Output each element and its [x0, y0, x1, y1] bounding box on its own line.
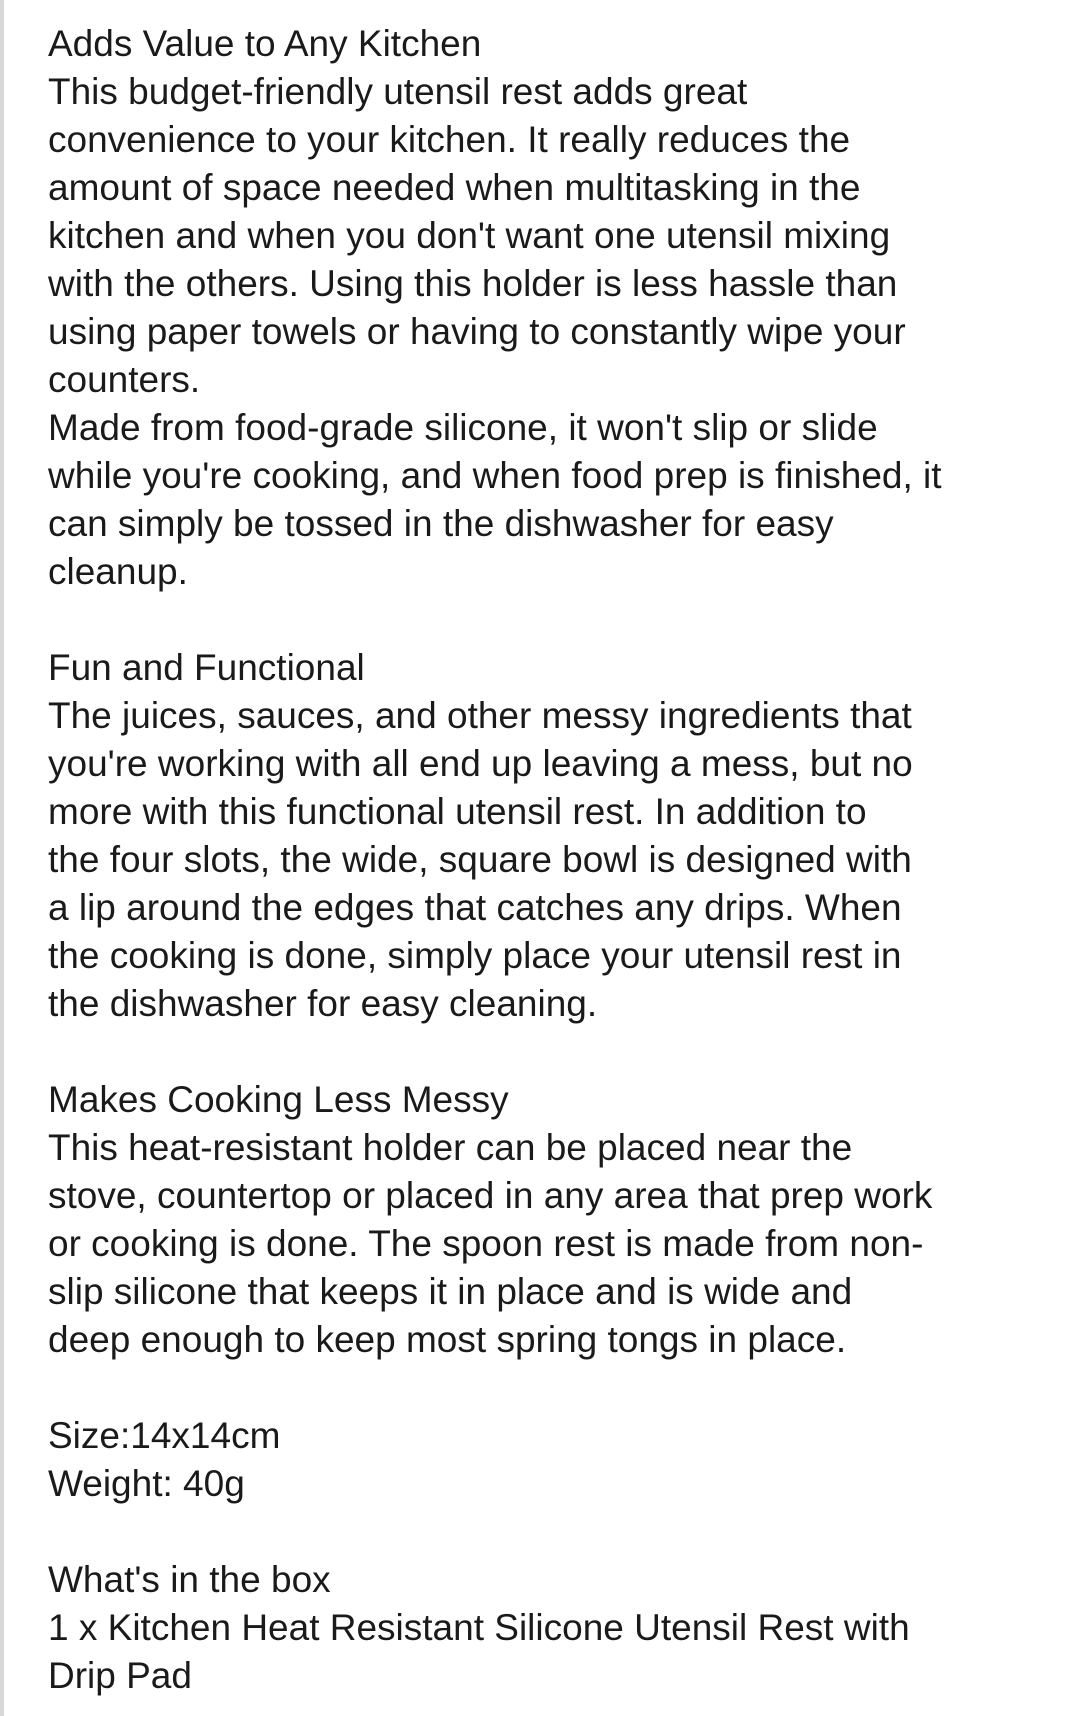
paragraph-line: can simply be tossed in the dishwasher for easy: [48, 503, 834, 544]
specs: [48, 1412, 1058, 1508]
blank-line: [48, 1508, 1058, 1556]
size-spec: Size:14x14cm: [48, 1415, 281, 1456]
paragraph-line: with the others. Using this holder is less hassle than: [48, 263, 898, 304]
paragraph-line: The juices, sauces, and other messy ingredients that: [48, 695, 912, 736]
section-heading: What's in the box: [48, 1559, 331, 1600]
paragraph-line: stove, countertop or placed in any area that prep work: [48, 1175, 933, 1216]
weight-spec: Weight: 40g: [48, 1463, 245, 1504]
paragraph-line: deep enough to keep most spring tongs in place.: [48, 1319, 847, 1360]
blank-line: [48, 596, 1058, 644]
paragraph-line: cleanup.: [48, 551, 188, 592]
paragraph-line: or cooking is done. The spoon rest is made from non-: [48, 1223, 924, 1264]
section-heading: Adds Value to Any Kitchen: [48, 23, 482, 64]
paragraph-line: counters.: [48, 359, 201, 400]
section-heading: Makes Cooking Less Messy: [48, 1079, 509, 1120]
paragraph-line: This budget-friendly utensil rest adds great: [48, 71, 748, 112]
paragraph-line: using paper towels or having to constantly wipe your: [48, 311, 906, 352]
paragraph-line: Made from food-grade silicone, it won't slip or slide: [48, 407, 878, 448]
left-divider: [0, 0, 4, 1716]
paragraph-line: while you're cooking, and when food prep is finished, it: [48, 455, 942, 496]
paragraph-line: the cooking is done, simply place your utensil rest in: [48, 935, 902, 976]
paragraph-line: a lip around the edges that catches any drips. When: [48, 887, 902, 928]
paragraph-line: convenience to your kitchen. It really reduces the: [48, 119, 851, 160]
box-contents: [48, 1556, 1058, 1700]
paragraph-line: you're working with all end up leaving a mess, but no: [48, 743, 913, 784]
section-less-messy: [48, 1076, 1058, 1364]
paragraph-line: amount of space needed when multitasking in the: [48, 167, 861, 208]
paragraph-line: slip silicone that keeps it in place and is wide and: [48, 1271, 853, 1312]
paragraph-line: the dishwasher for easy cleaning.: [48, 983, 598, 1024]
blank-line: [48, 1028, 1058, 1076]
box-item-line: Drip Pad: [48, 1655, 192, 1696]
box-item-line: 1 x Kitchen Heat Resistant Silicone Utensil Rest with: [48, 1607, 910, 1648]
section-adds-value: [48, 20, 1058, 596]
paragraph-line: the four slots, the wide, square bowl is designed with: [48, 839, 912, 880]
paragraph-line: This heat-resistant holder can be placed near the: [48, 1127, 853, 1168]
paragraph-line: more with this functional utensil rest. In addition to: [48, 791, 867, 832]
product-description: [48, 20, 1058, 1700]
paragraph-line: kitchen and when you don't want one utensil mixing: [48, 215, 891, 256]
blank-line: [48, 1364, 1058, 1412]
section-heading: Fun and Functional: [48, 647, 365, 688]
section-fun-functional: [48, 644, 1058, 1028]
